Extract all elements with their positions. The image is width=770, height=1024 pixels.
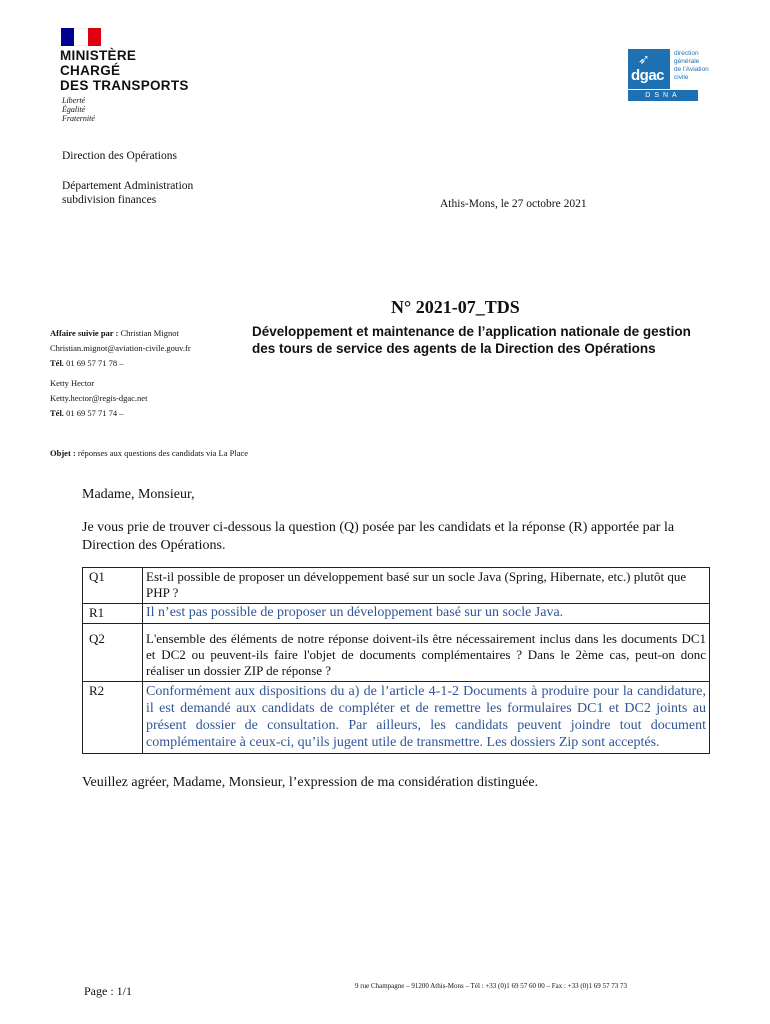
qa-key: Q2 [83,624,143,682]
contact-name: Ketty Hector [50,378,95,388]
ministry-line: DES TRANSPORTS [60,78,189,93]
greeting: Madame, Monsieur, [82,487,195,502]
ministry-line: MINISTÈRE [60,48,137,63]
motto-line: Liberté [62,96,86,105]
table-row [83,624,710,682]
tel-label: Tél. [50,358,64,368]
department-line: Département Administration [62,180,194,192]
contact-name: Christian Mignot [120,328,179,338]
motto-line: Fraternité [62,114,95,123]
qa-table [82,567,710,754]
intro-paragraph: Je vous prie de trouver ci-dessous la question (Q) posée par les candidats et la réponse (R) apportée par la Direction des Opérations. [82,520,675,553]
phone-number: 01 69 57 71 78 – [66,358,124,368]
motto-line: Égalité [62,105,86,114]
french-flag-icon [61,28,101,46]
bird-icon: ➶ [638,51,650,67]
contact-email[interactable]: Christian.mignot@aviation-civile.gouv.fr [50,343,191,353]
qa-key: Q1 [83,568,143,604]
dgac-tagline-line: civile [674,74,689,81]
dgac-tagline-line: de l'Aviation [674,66,709,73]
qa-text: L'ensemble des éléments de notre réponse doivent-ils être nécessairement inclus dans les documents DC1 et DC2 ou peuvent-ils faire l'objet de documents complémentaires ? Dans le 2ème cas, peut-on donc réaliser un dossier ZIP de réponse ? [143,624,710,682]
department-line: subdivision finances [62,194,157,206]
qa-text: Il n’est pas possible de proposer un développement basé sur un socle Java. [143,604,710,624]
dgac-tagline-line: direction [674,50,699,57]
dgac-tagline [674,50,709,82]
objet-text: réponses aux questions des candidats via La Place [77,448,249,458]
objet-line [50,448,248,458]
ministry-line: CHARGÉ [60,63,121,78]
sender-department [62,179,193,207]
followed-label: Affaire suivie par : [50,328,119,338]
sender-direction: Direction des Opérations [62,150,177,162]
table-row [83,682,710,754]
qa-key: R1 [83,604,143,624]
qa-text: Conformément aux dispositions du a) de l’article 4-1-2 Documents à produire pour la candidature, il est demandé aux candidats de compléter et de remettre les formulaires DC1 et DC2 joints au présent dossier de consultation. Par ailleurs, les candidats peuvent joindre tout document complémentaire à ceux-ci, qu’ils jugent utile de transmettre. Les dossiers Zip sont acceptés. [143,682,710,754]
dsna-label: DSNA [628,90,698,101]
qa-text: Est-il possible de proposer un développement basé sur un socle Java (Spring, Hibernate, etc.) plutôt que PHP ? [143,568,710,604]
ministry-logo-text [60,48,189,93]
contact-phone [50,408,123,418]
objet-label: Objet : [50,448,76,458]
subject-title: Développement et maintenance de l’application nationale de gestion des tours de service des agents de la Direction des Opérations [252,324,691,356]
republic-motto [62,96,95,123]
footer-address: 9 rue Champagne – 91200 Athis-Mons – Tél : +33 (0)1 69 57 60 00 – Fax : +33 (0)1 69 57 73 73 [355,982,627,990]
page-number: Page : 1/1 [84,984,132,998]
contact-followed-by [50,328,179,338]
contact-email[interactable]: Ketty.hector@regis-dgac.net [50,393,148,403]
letter-date: Athis-Mons, le 27 octobre 2021 [440,198,587,210]
dgac-logo [628,49,670,89]
phone-number: 01 69 57 71 74 – [66,408,124,418]
dgac-logo-text: dgac [631,67,665,84]
table-row [83,604,710,624]
dgac-tagline-line: générale [674,58,700,65]
table-row [83,568,710,604]
closing-formula: Veuillez agréer, Madame, Monsieur, l’expression de ma considération distinguée. [82,775,539,790]
tel-label: Tél. [50,408,64,418]
document-number: N° 2021-07_TDS [391,297,520,317]
contact-phone [50,358,123,368]
qa-key: R2 [83,682,143,754]
